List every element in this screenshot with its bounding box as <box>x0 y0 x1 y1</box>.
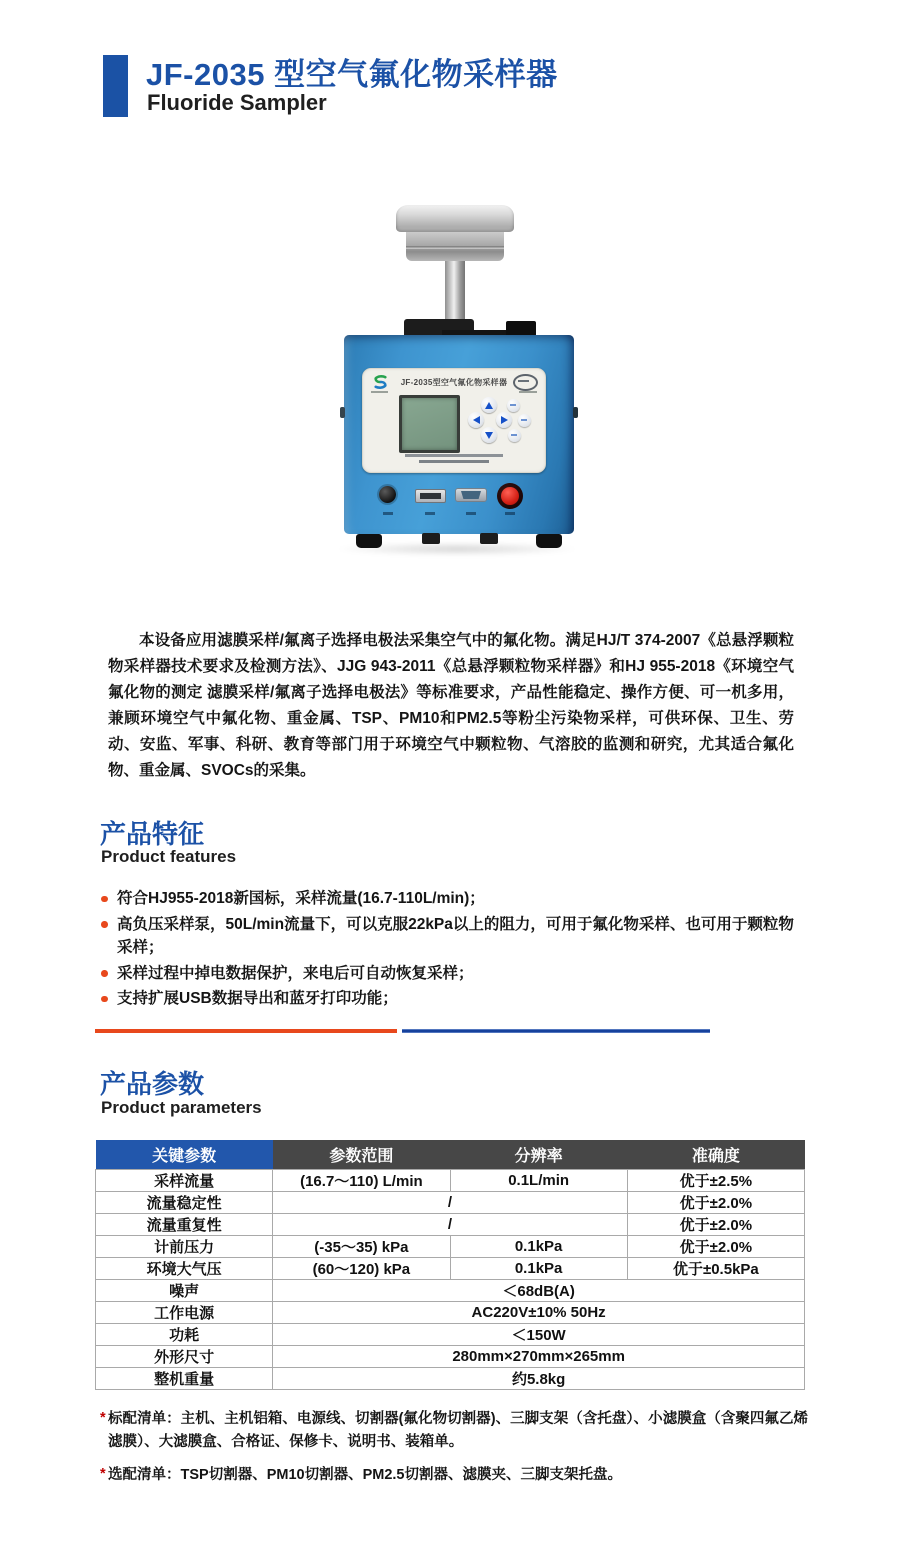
brand-logo-caption <box>371 391 388 393</box>
table-row <box>96 1258 805 1280</box>
sensor-connector <box>379 486 396 503</box>
note <box>100 1408 808 1454</box>
table-cell: 约5.8kg <box>273 1368 805 1390</box>
table-cell: 0.1kPa <box>450 1258 627 1280</box>
note-asterisk: * <box>100 1466 106 1482</box>
power-button <box>501 487 519 505</box>
table-cell: (-35～35) kPa <box>273 1236 450 1258</box>
table-row <box>96 1192 805 1214</box>
parameters-table <box>95 1140 805 1390</box>
right-arrow-icon <box>501 416 508 424</box>
table-cell: 计前压力 <box>96 1236 273 1258</box>
down-arrow-button <box>481 427 497 443</box>
features-heading-cn: 产品特征 <box>100 819 205 849</box>
table-cell: (60～120) kPa <box>273 1258 450 1280</box>
note-text: 标配清单：主机、主机铝箱、电源线、切割器(氟化物切割器)、三脚支架（含托盘）、小滤膜盒（含聚四氟乙烯滤膜）、大滤膜盒、合格证、保修卡、说明书、装箱单。 <box>108 1411 808 1450</box>
side-screw-left <box>340 407 345 418</box>
sampling-head-cap <box>396 205 514 232</box>
table-cell: 工作电源 <box>96 1302 273 1324</box>
side-screw-right <box>573 407 578 418</box>
table-cell: 采样流量 <box>96 1170 273 1192</box>
feature-item: 符合HJ955-2018新国标，采样流量(16.7-110L/min)； <box>100 887 802 911</box>
notes <box>100 1408 808 1497</box>
table-cell: 流量稳定性 <box>96 1192 273 1214</box>
panel-fine-print-line2 <box>419 460 489 463</box>
table-cell: 优于±2.0% <box>627 1192 804 1214</box>
page-title: JF-2035 型空气氟化物采样器 <box>146 57 558 92</box>
port-label-2 <box>425 512 435 515</box>
feature-item: 高负压采样泵，50L/min流量下，可以克服22kPa以上的阻力，可用于氟化物采样、也可用于颗粒物采样； <box>100 913 802 960</box>
table-cell: / <box>273 1192 628 1214</box>
features-list <box>100 887 802 1013</box>
table-cell: ＜150W <box>273 1324 805 1346</box>
table-cell: 流量重复性 <box>96 1214 273 1236</box>
serial-port <box>456 489 486 501</box>
table-cell: 优于±2.0% <box>627 1214 804 1236</box>
table-header-cell: 准确度 <box>627 1140 804 1170</box>
table-row <box>96 1368 805 1390</box>
table-cell: 整机重量 <box>96 1368 273 1390</box>
feature-item: 采样过程中掉电数据保护，来电后可自动恢复采样； <box>100 962 802 986</box>
sampling-head-groove <box>406 246 504 249</box>
device-foot <box>536 534 562 548</box>
table-row <box>96 1236 805 1258</box>
features-heading-en: Product features <box>101 847 237 866</box>
power-button-ring <box>497 483 523 509</box>
note-asterisk: * <box>100 1410 106 1426</box>
divider-orange-segment <box>95 1029 397 1033</box>
table-cell: 0.1kPa <box>450 1236 627 1258</box>
right-arrow-button <box>496 412 512 428</box>
title-accent-bar <box>103 55 128 117</box>
note-text: 选配清单：TSP切割器、PM10切割器、PM2.5切割器、滤膜夹、三脚支架托盘。 <box>108 1467 622 1483</box>
note <box>100 1464 808 1487</box>
table-header-cell: 分辨率 <box>450 1140 627 1170</box>
table-row <box>96 1170 805 1192</box>
table-cell: 环境大气压 <box>96 1258 273 1280</box>
table-cell: 280mm×270mm×265mm <box>273 1346 805 1368</box>
panel-fine-print-line1 <box>405 454 503 457</box>
table-cell: 优于±0.5kPa <box>627 1258 804 1280</box>
left-arrow-icon <box>473 416 480 424</box>
function-button-1 <box>507 399 520 412</box>
table-cell: 功耗 <box>96 1324 273 1346</box>
parameters-heading-en: Product parameters <box>101 1098 262 1117</box>
certification-badge-icon <box>513 374 538 391</box>
table-cell: AC220V±10% 50Hz <box>273 1302 805 1324</box>
table-header-row <box>96 1140 805 1170</box>
table-row <box>96 1346 805 1368</box>
device-foot <box>480 533 498 544</box>
page-subtitle: Fluoride Sampler <box>147 90 327 115</box>
function-button-3 <box>508 429 521 442</box>
table-cell: 外形尺寸 <box>96 1346 273 1368</box>
table-cell: 优于±2.5% <box>627 1170 804 1192</box>
parameters-table-body <box>96 1170 805 1390</box>
device-foot <box>422 533 440 544</box>
product-description: 本设备应用滤膜采样/氟离子选择电极法采集空气中的氟化物。满足HJ/T 374-2007《总悬浮颗粒物采样器技术要求及检测方法》、JJG 943-2011《总悬浮颗粒物采样器》和HJ 955-2018《环境空气 氟化物的测定 滤膜采样/氟离子选择电极法》等标准要求，产品性能稳定、操作方便、可一机多用，兼顾环境空气中氟化物、重金属、TSP、PM10和PM2.5等粉尘污染物采样，可供环保、卫生、劳动、安监、军事、科研、教育等部门用于环境空气中颗粒物、气溶胶的监测和研究，尤其适合氟化物、重金属、SVOCs的采集。 <box>108 631 794 779</box>
table-row <box>96 1324 805 1346</box>
table-row <box>96 1302 805 1324</box>
parameters-heading-cn: 产品参数 <box>100 1069 205 1099</box>
left-arrow-button <box>468 412 484 428</box>
usb-port <box>415 489 446 503</box>
up-arrow-icon <box>485 402 493 409</box>
table-header-cell: 参数范围 <box>273 1140 450 1170</box>
divider-blue-segment <box>402 1029 710 1033</box>
table-cell: 0.1L/min <box>450 1170 627 1192</box>
certification-badge-caption <box>519 391 537 393</box>
port-label-3 <box>466 512 476 515</box>
table-cell: (16.7～110) L/min <box>273 1170 450 1192</box>
down-arrow-icon <box>485 432 493 439</box>
port-label-1 <box>383 512 393 515</box>
table-cell: / <box>273 1214 628 1236</box>
function-button-2 <box>518 414 531 427</box>
table-cell: 噪声 <box>96 1280 273 1302</box>
table-row <box>96 1280 805 1302</box>
table-row <box>96 1214 805 1236</box>
device-foot <box>356 534 382 548</box>
table-cell: 优于±2.0% <box>627 1236 804 1258</box>
up-arrow-button <box>481 397 497 413</box>
table-cell: ＜68dB(A) <box>273 1280 805 1302</box>
lcd-screen <box>399 395 460 453</box>
feature-item: 支持扩展USB数据导出和蓝牙打印功能； <box>100 987 802 1011</box>
port-label-4 <box>505 512 515 515</box>
front-panel <box>362 368 546 473</box>
device-panel-title: JF-2035型空气氟化物采样器 <box>400 378 508 387</box>
product-photo <box>330 190 580 570</box>
table-header-cell: 关键参数 <box>96 1140 273 1170</box>
